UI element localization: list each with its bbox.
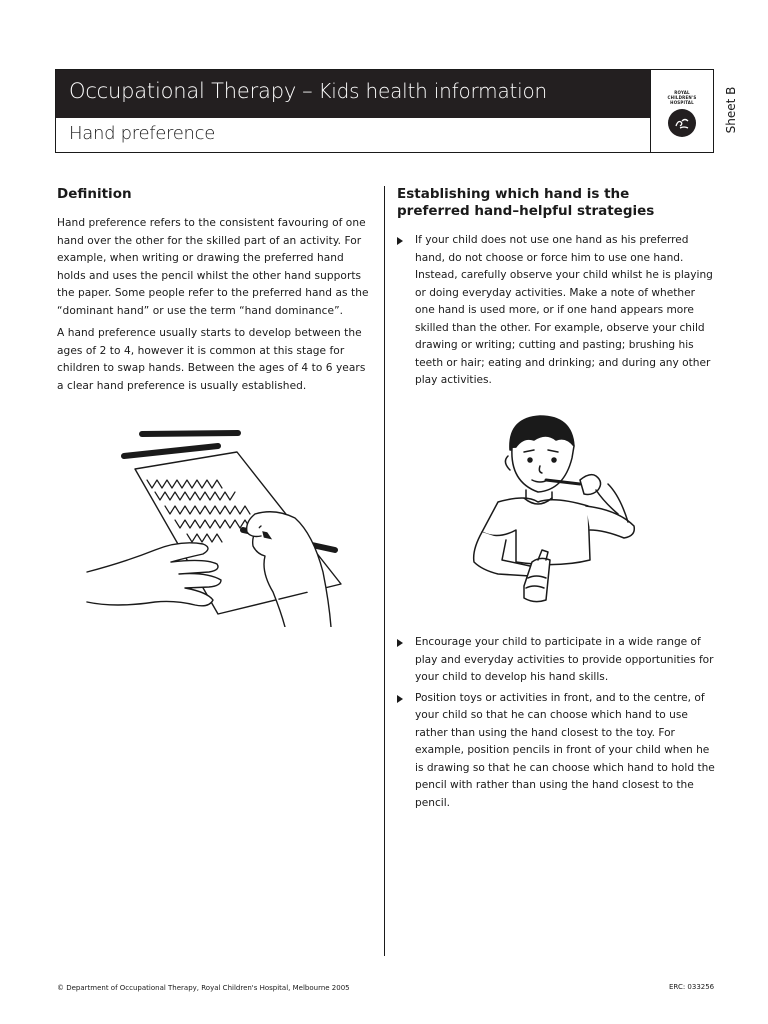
definition-paragraph-2: A hand preference usually starts to develop between the ages of 2 to 4, however it is common at this stage for children to swap hands. Between the ages of 4 to 6 years a clear hand preference is usually established.: [57, 327, 366, 392]
strategies-heading-line-1: Establishing which hand is the: [397, 186, 630, 202]
strategies-heading: [397, 186, 717, 220]
strategies-section: [397, 186, 717, 393]
strategy-text-3: Position toys or activities in front, and to the centre, of your child so that he can choose which hand to use rather than using the hand closest to the toy. For example, position pencils in front of your child when he is drawing so that he can choose which hand to hold the pencil with rather than using the hand closest to the pencil.: [415, 691, 715, 809]
title-band: [56, 70, 650, 118]
hands-writing-illustration: [85, 422, 350, 627]
bullet-icon: [397, 695, 403, 703]
logo-line-3: HOSPITAL: [670, 100, 694, 105]
footer-code: ERC: 033256: [669, 983, 715, 991]
definition-heading: Definition: [57, 186, 132, 202]
strategy-text-1: If your child does not use one hand as his preferred hand, do not choose or force him to use one hand. Instead, carefully observe your child whilst he is playing or doing everyday activities. Make a note of whether one hand is used more, or if one hand appears more skilled than the other. For example, observe your child drawing or writing; cutting and pasting; brushing his teeth or hair; eating and drinking; and during any other play activities.: [415, 234, 713, 386]
strategies-list-top: [397, 232, 717, 390]
page-header: [55, 69, 714, 153]
list-item: [397, 232, 717, 390]
list-item: [397, 634, 717, 687]
logo-line-1: ROYAL: [674, 90, 690, 95]
boy-brushing-teeth-illustration: [468, 410, 643, 605]
title-main: Occupational Therapy: [69, 79, 297, 103]
list-item: [397, 690, 717, 813]
definition-paragraph-1: Hand preference refers to the consistent favouring of one hand over the other for the skilled part of an activity. For example, when writing or drawing the preferred hand holds and uses the pencil whilst the other hand supports the paper. Some people refer to the preferred hand as the “dominant hand” or use the term “hand dominance”.: [57, 217, 369, 317]
strategies-list-bottom: [397, 634, 717, 815]
bullet-icon: [397, 639, 403, 647]
footer-copyright: © Department of Occupational Therapy, Royal Children's Hospital, Melbourne 2005: [57, 984, 350, 992]
logo-emblem-icon: [668, 109, 696, 137]
bullet-icon: [397, 237, 403, 245]
page-subtitle: Hand preference: [69, 123, 215, 144]
column-divider: [384, 186, 385, 956]
strategies-heading-line-2: preferred hand–helpful strategies: [397, 203, 655, 219]
logo-text: [651, 90, 713, 105]
strategy-text-2: Encourage your child to participate in a wide range of play and everyday activities to provide opportunities for your child to develop his hand skills.: [415, 636, 714, 683]
logo-line-2: CHILDREN'S: [667, 95, 697, 100]
hospital-logo: [650, 70, 713, 152]
sheet-label: Sheet B: [724, 86, 738, 134]
title-separator: –: [302, 79, 313, 103]
title-sub: Kids health information: [318, 79, 548, 103]
definition-section: [57, 186, 375, 400]
page-title: [69, 79, 547, 103]
